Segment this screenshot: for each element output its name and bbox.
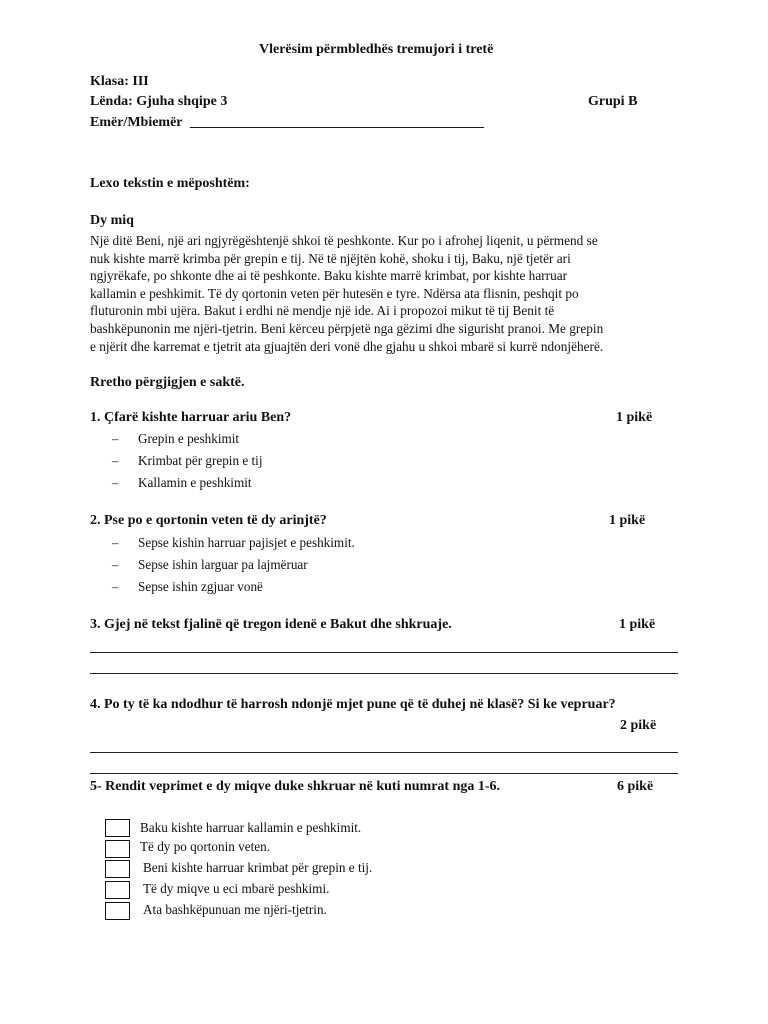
question-4-text: 4. Po ty të ka ndodhur të harrosh ndonjë mjet pune që të duhej në klasë? Si ke vepruar? [90,697,616,712]
circle-instruction: Rretho përgjigjen e saktë. [90,375,245,390]
answer-line[interactable] [90,752,678,753]
question-4-points: 2 pikë [620,718,657,733]
story-line: nuk kishte marrë krimba për grepin e tij. Në të njëjtën kohë, shoku i tij, Baku, një tjetër ari [90,250,571,266]
name-label: Emër/Mbiemër [90,115,183,130]
story-line: e njërit dhe karremat e tjetrit ata gjuajtën deri vonë dhe gjahu u shkoi mbarë si kurrë ndonjëherë. [90,338,604,354]
q2-option-b[interactable]: Sepse ishin larguar pa lajmëruar [138,557,308,572]
order-number-box[interactable] [105,902,130,920]
q1-option-b[interactable]: Krimbat për grepin e tij [138,453,263,468]
q1-option-c[interactable]: Kallamin e peshkimit [138,475,252,490]
story-title: Dy miq [90,213,134,228]
bullet-dash: – [112,579,119,594]
question-3-text: 3. Gjej në tekst fjalinë që tregon idenë e Bakut dhe shkruaje. [90,617,452,632]
group-label: Grupi B [588,94,638,109]
q1-option-a[interactable]: Grepin e peshkimit [138,431,240,446]
question-2-text: 2. Pse po e qortonin veten të dy arinjtë? [90,513,327,528]
subject-line: Lënda: Gjuha shqipe 3 [90,94,228,109]
order-number-box[interactable] [105,840,130,858]
story-line: Një ditë Beni, një ari ngjyrëgështenjë shkoi të peshkonte. Kur po i afrohej liqenit, u përmend se [90,233,598,248]
answer-line[interactable] [90,673,678,674]
order-number-box[interactable] [105,819,130,837]
order-item: Baku kishte harruar kallamin e peshkimit. [140,820,362,835]
question-2-points: 1 pikë [609,513,646,528]
question-3-points: 1 pikë [619,617,656,632]
order-item: Të dy po qortonin veten. [140,839,271,854]
question-1-points: 1 pikë [616,410,653,425]
page-title: Vlerësim përmbledhës tremujori i tretë [259,42,494,57]
order-item: Ata bashkëpunuan me njëri-tjetrin. [143,902,327,917]
answer-line[interactable] [90,652,678,653]
story-line: bashkëpunonin me njëri-tjetrin. Beni kërceu përpjetë nga gëzimi dhe sigurisht pranoi. Me grepin [90,320,604,336]
bullet-dash: – [112,475,119,490]
story-text [90,232,680,355]
read-instruction: Lexo tekstin e mëposhtëm: [90,176,250,191]
question-1-text: 1. Çfarë kishte harruar ariu Ben? [90,410,292,425]
q2-option-c[interactable]: Sepse ishin zgjuar vonë [138,579,263,594]
story-line: kallamin e peshkimit. Të dy qortonin veten për hutesën e tyre. Ndërsa ata flisnin, peshqit po [90,285,579,301]
order-item: Beni kishte harruar krimbat për grepin e tij. [143,860,373,875]
story-line: ngjyrëkafe, po shkonte dhe ai të peshkonte. Baku kishte marrë krimbat, por kishte harruar [90,268,568,284]
bullet-dash: – [112,431,119,446]
story-line: fluturonin mbi ujëra. Bakut i erdhi në mendje një ide. Ai i propozoi mikut të tij Benit të [90,303,555,319]
q2-option-a[interactable]: Sepse kishin harruar pajisjet e peshkimit. [138,535,355,550]
bullet-dash: – [112,557,119,572]
order-number-box[interactable] [105,881,130,899]
name-blank[interactable]: __________________________________________ [190,115,484,130]
order-item: Të dy miqve u eci mbarë peshkimi. [143,881,330,896]
question-5-text: 5- Rendit veprimet e dy miqve duke shkruar në kuti numrat nga 1-6. [90,779,501,794]
bullet-dash: – [112,453,119,468]
bullet-dash: – [112,535,119,550]
class-line: Klasa: III [90,74,149,89]
question-5-points: 6 pikë [617,779,654,794]
order-number-box[interactable] [105,860,130,878]
answer-line[interactable] [90,773,678,774]
